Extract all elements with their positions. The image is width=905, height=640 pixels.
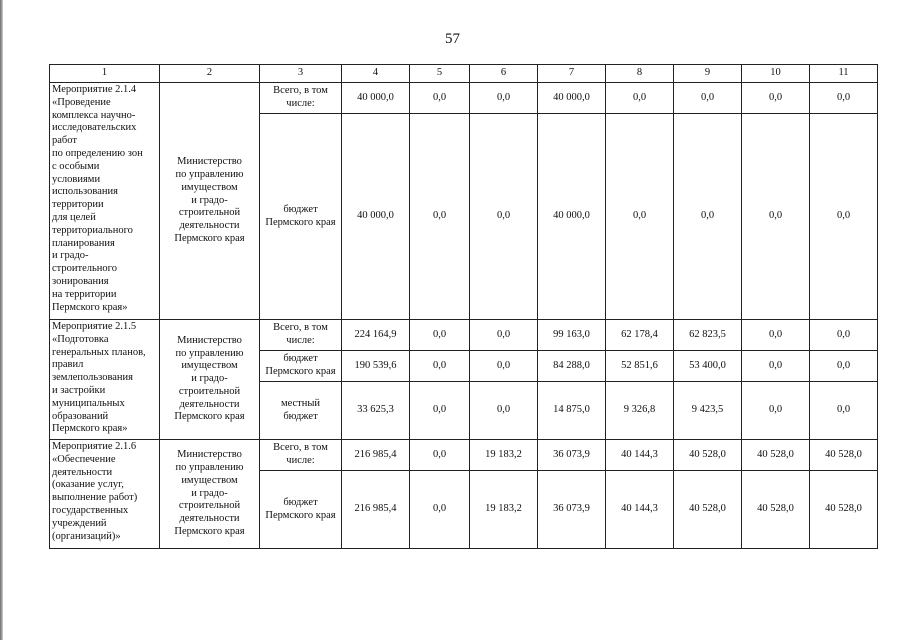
- table-cell: 52 851,6: [606, 351, 674, 382]
- table-cell: 40 528,0: [742, 440, 810, 471]
- table-cell: 36 073,9: [538, 440, 606, 471]
- table-cell: 40 000,0: [538, 83, 606, 114]
- column-header: 7: [538, 65, 606, 83]
- table-cell: 0,0: [810, 351, 878, 382]
- table-cell: 14 875,0: [538, 382, 606, 440]
- table-cell: 84 288,0: [538, 351, 606, 382]
- table-cell: 40 000,0: [342, 83, 410, 114]
- table-cell: 0,0: [810, 382, 878, 440]
- table-cell: 19 183,2: [470, 471, 538, 549]
- table-row: [50, 320, 878, 351]
- measure-name: Мероприятие 2.1.4 «Проведение комплекса научно- исследовательских работ по определению зон с особыми условиями использования территории для целей территориального планирования и градо- строительного зонирования на территории Пермского края»: [50, 83, 160, 320]
- table-cell: 0,0: [410, 471, 470, 549]
- table-cell: 0,0: [410, 382, 470, 440]
- page-number: 57: [445, 31, 460, 47]
- column-header: 11: [810, 65, 878, 83]
- table-cell: 0,0: [674, 83, 742, 114]
- table-cell: 0,0: [470, 114, 538, 320]
- table-cell: 0,0: [742, 83, 810, 114]
- table-cell: 0,0: [410, 320, 470, 351]
- table-cell: 40 528,0: [742, 471, 810, 549]
- table-cell: 0,0: [410, 440, 470, 471]
- table-cell: 40 144,3: [606, 440, 674, 471]
- table-cell: 216 985,4: [342, 440, 410, 471]
- executor: Министерство по управлению имуществом и градо- строительной деятельности Пермского края: [160, 320, 260, 440]
- table-cell: 40 528,0: [674, 471, 742, 549]
- table-row: [50, 83, 878, 114]
- table-cell: 99 163,0: [538, 320, 606, 351]
- table-cell: 190 539,6: [342, 351, 410, 382]
- table-cell: 0,0: [742, 382, 810, 440]
- table-cell: 0,0: [742, 351, 810, 382]
- measure-name: Мероприятие 2.1.6 «Обеспечение деятельности (оказание услуг, выполнение работ) государственных учреждений (организаций)»: [50, 440, 160, 549]
- column-header: 10: [742, 65, 810, 83]
- table-cell: 0,0: [470, 83, 538, 114]
- executor: Министерство по управлению имуществом и градо- строительной деятельности Пермского края: [160, 83, 260, 320]
- table-cell: 0,0: [742, 114, 810, 320]
- table-cell: 40 528,0: [810, 471, 878, 549]
- table-cell: 0,0: [810, 320, 878, 351]
- table-cell: 62 178,4: [606, 320, 674, 351]
- table-cell: 40 000,0: [342, 114, 410, 320]
- table-cell: 40 000,0: [538, 114, 606, 320]
- table-cell: 62 823,5: [674, 320, 742, 351]
- table-cell: 0,0: [470, 320, 538, 351]
- executor: Министерство по управлению имуществом и градо- строительной деятельности Пермского края: [160, 440, 260, 549]
- funding-source: местный бюджет: [260, 382, 342, 440]
- table-cell: 0,0: [410, 83, 470, 114]
- funding-source: Всего, в том числе:: [260, 320, 342, 351]
- table-cell: 36 073,9: [538, 471, 606, 549]
- column-header: 6: [470, 65, 538, 83]
- table-row: [50, 440, 878, 471]
- column-header: 2: [160, 65, 260, 83]
- column-header: 9: [674, 65, 742, 83]
- funding-source: бюджет Пермского края: [260, 471, 342, 549]
- table-cell: 0,0: [410, 351, 470, 382]
- table-cell: 216 985,4: [342, 471, 410, 549]
- table-cell: 53 400,0: [674, 351, 742, 382]
- scan-edge: [0, 0, 3, 640]
- funding-source: бюджет Пермского края: [260, 351, 342, 382]
- table-cell: 0,0: [410, 114, 470, 320]
- table-cell: 0,0: [742, 320, 810, 351]
- table-cell: 40 528,0: [810, 440, 878, 471]
- table-cell: 0,0: [810, 83, 878, 114]
- table-cell: 0,0: [470, 382, 538, 440]
- table-cell: 0,0: [674, 114, 742, 320]
- funding-source: бюджет Пермского края: [260, 114, 342, 320]
- table-cell: 9 423,5: [674, 382, 742, 440]
- table-cell: 0,0: [606, 83, 674, 114]
- column-header: 5: [410, 65, 470, 83]
- header-row: [50, 65, 878, 83]
- funding-source: Всего, в том числе:: [260, 440, 342, 471]
- table-cell: 9 326,8: [606, 382, 674, 440]
- table-cell: 0,0: [606, 114, 674, 320]
- table-cell: 224 164,9: [342, 320, 410, 351]
- table-cell: 33 625,3: [342, 382, 410, 440]
- budget-table: [49, 64, 878, 549]
- funding-source: Всего, в том числе:: [260, 83, 342, 114]
- table-cell: 40 144,3: [606, 471, 674, 549]
- measure-name: Мероприятие 2.1.5 «Подготовка генеральных планов, правил землепользования и застройки муниципальных образований Пермского края»: [50, 320, 160, 440]
- column-header: 1: [50, 65, 160, 83]
- table-cell: 0,0: [810, 114, 878, 320]
- table-cell: 19 183,2: [470, 440, 538, 471]
- column-header: 8: [606, 65, 674, 83]
- column-header: 4: [342, 65, 410, 83]
- column-header: 3: [260, 65, 342, 83]
- table-cell: 0,0: [470, 351, 538, 382]
- table-cell: 40 528,0: [674, 440, 742, 471]
